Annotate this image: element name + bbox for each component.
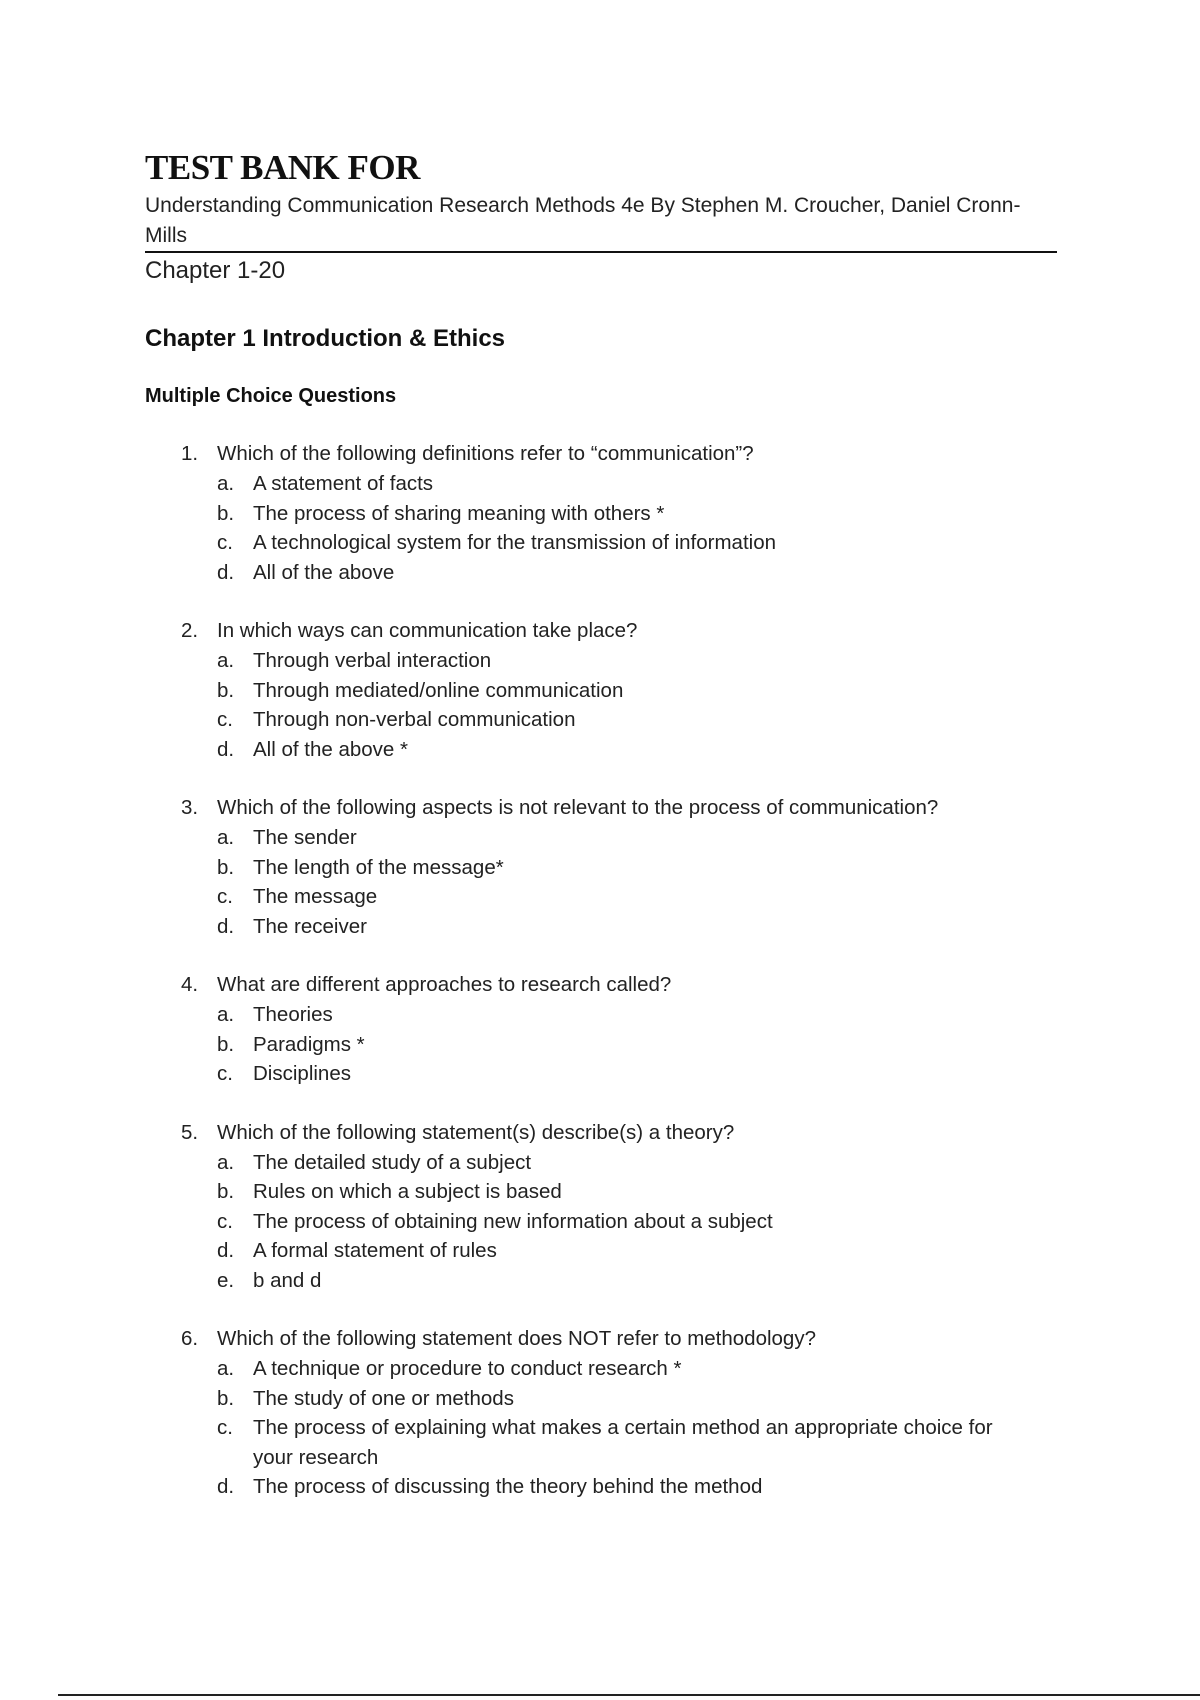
option-letter: a. xyxy=(217,1003,235,1026)
option-text: A statement of facts xyxy=(253,472,434,495)
answer-option xyxy=(145,1266,1057,1296)
option-letter: a. xyxy=(217,1357,235,1380)
answer-options xyxy=(145,1354,1057,1502)
answer-option xyxy=(145,705,1057,735)
option-letter: c. xyxy=(217,531,233,554)
option-letter: e. xyxy=(217,1268,235,1292)
option-text: Rules on which a subject is based xyxy=(253,1180,562,1203)
option-text: Through verbal interaction xyxy=(253,649,492,672)
answer-option xyxy=(145,912,1057,942)
option-text: b and d xyxy=(253,1268,322,1292)
option-letter: c. xyxy=(217,708,233,731)
option-text: All of the above * xyxy=(253,737,408,761)
question-line xyxy=(145,793,1057,823)
option-text: The message xyxy=(253,885,378,908)
question-text: In which ways can communication take place? xyxy=(217,619,638,642)
section-heading: Multiple Choice Questions xyxy=(145,385,397,407)
option-text: The process of discussing the theory behind the method xyxy=(253,1475,763,1498)
option-text: Through mediated/online communication xyxy=(253,678,624,702)
option-text: Through non-verbal communication xyxy=(253,708,576,731)
answer-options xyxy=(145,646,1057,764)
answer-options xyxy=(145,823,1057,941)
question-line xyxy=(145,1324,1057,1354)
answer-option xyxy=(145,1177,1057,1207)
option-letter: a. xyxy=(217,826,235,849)
question-text: Which of the following statement does NOT refer to methodology? xyxy=(217,1327,816,1350)
answer-option xyxy=(145,469,1057,499)
option-text: The process of sharing meaning with others * xyxy=(253,501,665,525)
question-list xyxy=(145,439,1057,1502)
answer-options xyxy=(145,469,1057,587)
option-letter: b. xyxy=(217,855,235,879)
question-line xyxy=(145,970,1057,1000)
answer-option xyxy=(145,499,1057,529)
option-letter: a. xyxy=(217,1150,235,1174)
answer-option xyxy=(145,1000,1057,1030)
question-item xyxy=(145,439,1057,587)
option-text: The process of obtaining new information about a subject xyxy=(253,1209,773,1233)
question-number: 3. xyxy=(181,796,199,819)
option-letter: c. xyxy=(217,885,233,908)
option-letter: c. xyxy=(217,1209,233,1233)
answer-option xyxy=(145,1472,1057,1502)
option-letter: d. xyxy=(217,737,235,761)
question-item xyxy=(145,970,1057,1089)
question-line xyxy=(145,439,1057,469)
question-item xyxy=(145,1324,1057,1502)
question-line xyxy=(145,616,1057,646)
question-text: Which of the following aspects is not relevant to the process of communication? xyxy=(217,796,939,819)
option-text: The sender xyxy=(253,826,357,849)
question-item xyxy=(145,1118,1057,1296)
option-letter: d. xyxy=(217,1475,235,1498)
answer-option xyxy=(145,853,1057,883)
answer-option xyxy=(145,735,1057,765)
answer-option xyxy=(145,882,1057,912)
answer-option xyxy=(145,1236,1057,1266)
option-text: The study of one or methods xyxy=(253,1386,514,1410)
option-letter: d. xyxy=(217,914,235,938)
question-number: 6. xyxy=(181,1327,199,1350)
question-text: Which of the following statement(s) describe(s) a theory? xyxy=(217,1120,735,1144)
answer-option xyxy=(145,1059,1057,1089)
answer-option xyxy=(145,1354,1057,1384)
answer-option xyxy=(145,1148,1057,1178)
answer-option xyxy=(145,558,1057,588)
answer-option xyxy=(145,1207,1057,1237)
answer-option xyxy=(145,1413,1057,1472)
option-text: A technological system for the transmission of information xyxy=(253,531,776,554)
chapter-range: Chapter 1-20 xyxy=(145,257,286,284)
question-item xyxy=(145,793,1057,941)
question-text: What are different approaches to research called? xyxy=(217,973,672,996)
question-number: 4. xyxy=(181,973,199,996)
question-line xyxy=(145,1118,1057,1148)
answer-option xyxy=(145,1030,1057,1060)
option-letter: b. xyxy=(217,1180,235,1203)
answer-option xyxy=(145,823,1057,853)
option-letter: d. xyxy=(217,1239,235,1262)
answer-options xyxy=(145,1000,1057,1089)
option-text: The detailed study of a subject xyxy=(253,1150,532,1174)
option-text: The receiver xyxy=(253,914,367,938)
option-text: The length of the message* xyxy=(253,855,504,879)
question-number: 2. xyxy=(181,619,199,642)
page-bottom-divider xyxy=(58,1694,1200,1696)
option-letter: c. xyxy=(217,1062,233,1085)
document-page xyxy=(145,150,1057,1531)
chapter-heading: Chapter 1 Introduction & Ethics xyxy=(145,325,506,352)
option-letter: c. xyxy=(217,1416,233,1439)
answer-option xyxy=(145,528,1057,558)
title-divider xyxy=(145,251,1057,253)
question-number: 5. xyxy=(181,1120,199,1144)
book-subtitle: Understanding Communication Research Methods 4e By Stephen M. Croucher, Daniel Cronn-Mills xyxy=(145,194,1021,247)
option-text: A technique or procedure to conduct research * xyxy=(253,1357,682,1380)
option-text: The process of explaining what makes a certain method an appropriate choice for your research xyxy=(253,1416,993,1469)
option-text: A formal statement of rules xyxy=(253,1239,497,1262)
option-letter: a. xyxy=(217,649,235,672)
question-number: 1. xyxy=(181,442,199,465)
answer-option xyxy=(145,646,1057,676)
option-letter: b. xyxy=(217,501,235,525)
option-text: Paradigms * xyxy=(253,1032,365,1056)
question-text: Which of the following definitions refer to “communication”? xyxy=(217,442,754,465)
option-letter: b. xyxy=(217,1386,235,1410)
document-title: TEST BANK FOR xyxy=(145,148,420,187)
option-text: All of the above xyxy=(253,560,395,584)
answer-option xyxy=(145,676,1057,706)
option-letter: b. xyxy=(217,1032,235,1056)
answer-options xyxy=(145,1148,1057,1296)
question-item xyxy=(145,616,1057,764)
answer-option xyxy=(145,1384,1057,1414)
option-letter: b. xyxy=(217,678,235,702)
option-text: Disciplines xyxy=(253,1062,351,1085)
option-letter: a. xyxy=(217,472,235,495)
option-letter: d. xyxy=(217,560,235,584)
option-text: Theories xyxy=(253,1003,333,1026)
